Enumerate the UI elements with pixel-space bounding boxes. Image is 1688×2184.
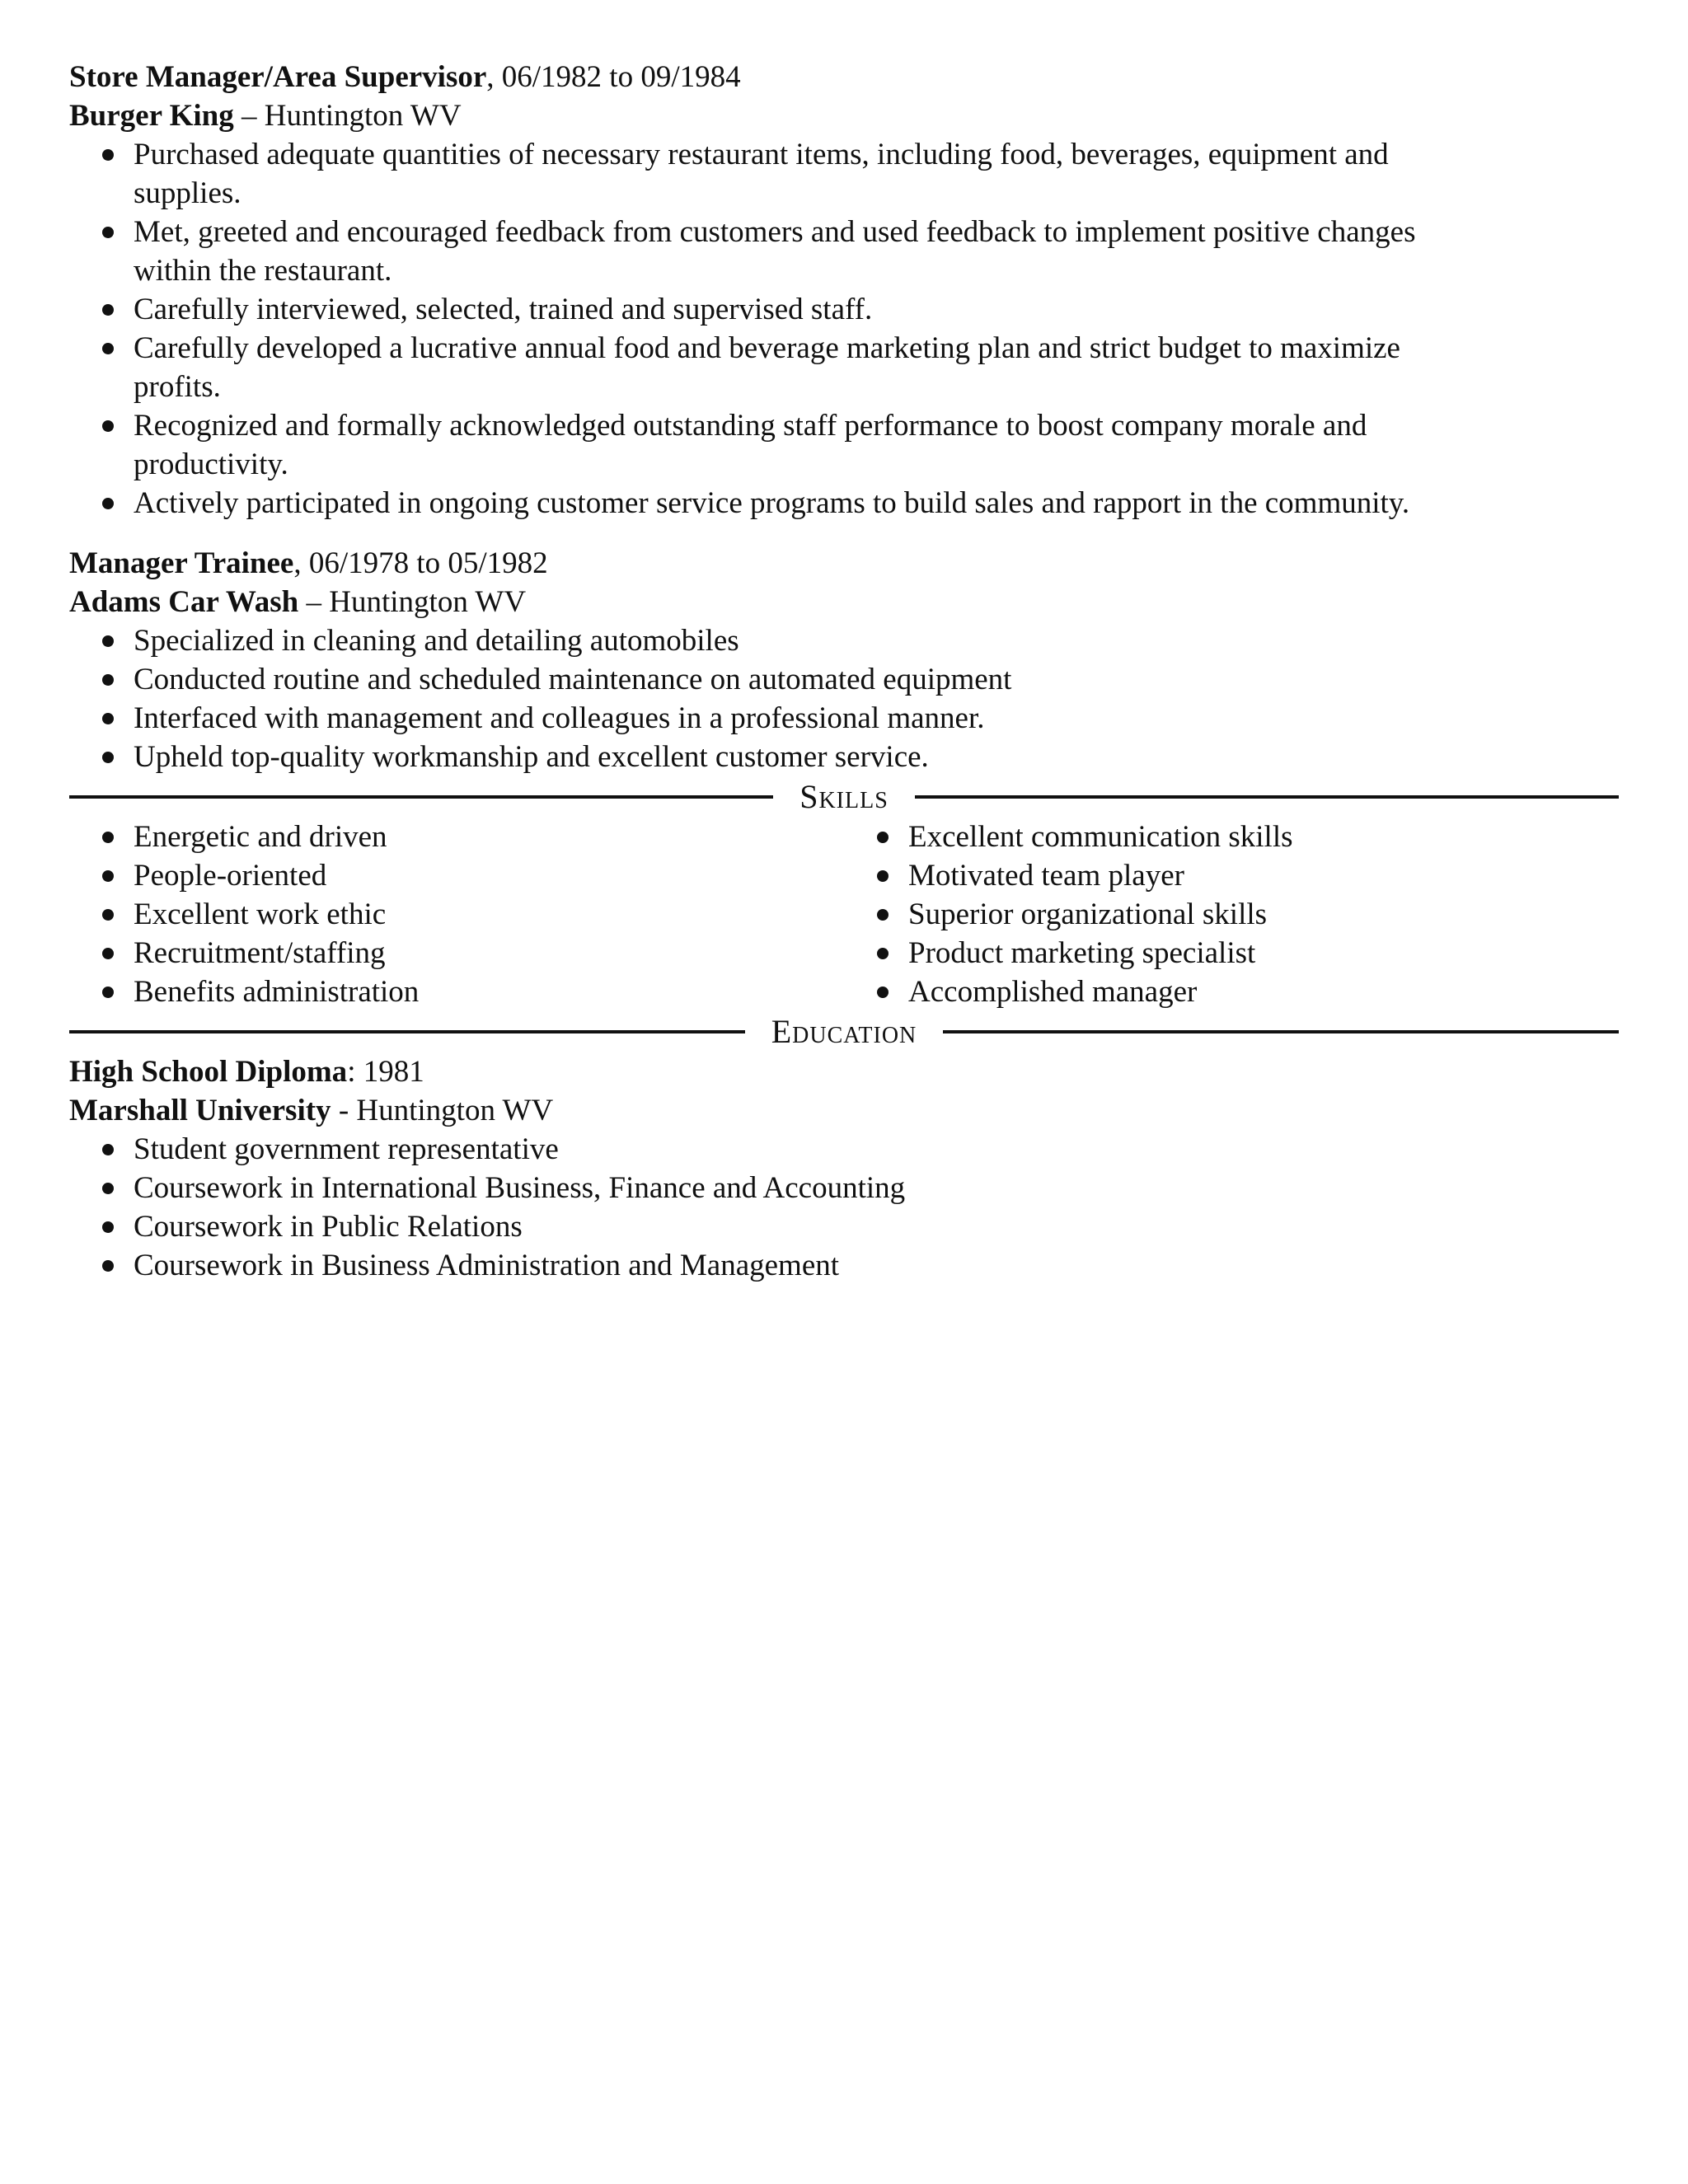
list-item: Upheld top-quality workmanship and excellent customer service. <box>134 738 1619 776</box>
bullet-icon <box>877 832 889 843</box>
bullet-icon <box>877 987 889 998</box>
company-line <box>69 96 1619 135</box>
company-location: – Huntington WV <box>298 585 527 619</box>
bullet-icon <box>102 909 114 921</box>
bullet-icon <box>102 1183 114 1194</box>
list-item: Excellent communication skills <box>908 818 1619 856</box>
skills-columns <box>69 818 1619 1011</box>
list-item: Excellent work ethic <box>134 895 844 934</box>
job-entry-adams-car-wash <box>69 544 1619 776</box>
bullet-icon <box>102 948 114 959</box>
bullet-icon <box>102 713 114 724</box>
section-rule-right <box>915 795 1619 799</box>
bullet-icon <box>877 948 889 959</box>
job-dates: , 06/1978 to 05/1982 <box>293 546 548 580</box>
job-bullet-list <box>69 621 1619 776</box>
list-item-continuation: supplies. <box>134 176 241 210</box>
school-name: Marshall University <box>69 1094 331 1127</box>
list-item: Energetic and driven <box>134 818 844 856</box>
degree-year: : 1981 <box>347 1055 424 1089</box>
list-item: Accomplished manager <box>908 972 1619 1011</box>
list-item: Recognized and formally acknowledged outstanding staff performance to boost company morale and <box>134 406 1619 445</box>
degree-name: High School Diploma <box>69 1055 348 1089</box>
spacer <box>69 523 1619 544</box>
section-rule-left <box>69 795 773 799</box>
skills-column-right <box>844 818 1619 1011</box>
bullet-icon <box>102 343 114 354</box>
list-item: Student government representative <box>134 1130 1619 1169</box>
bullet-icon <box>102 1260 114 1272</box>
list-item: Coursework in International Business, Finance and Accounting <box>134 1169 1619 1207</box>
bullet-icon <box>102 832 114 843</box>
list-item: Motivated team player <box>908 856 1619 895</box>
list-item: Coursework in Public Relations <box>134 1207 1619 1246</box>
bullet-icon <box>102 304 114 316</box>
bullet-icon <box>102 1221 114 1233</box>
list-item: Met, greeted and encouraged feedback from customers and used feedback to implement positive changes <box>134 213 1619 251</box>
list-item-continuation: within the restaurant. <box>134 254 392 288</box>
list-item: Recruitment/staffing <box>134 934 844 972</box>
company-location: – Huntington WV <box>233 99 462 133</box>
company-name: Adams Car Wash <box>69 585 299 619</box>
list-item: People-oriented <box>134 856 844 895</box>
job-title-line <box>69 58 1619 96</box>
list-item: Superior organizational skills <box>908 895 1619 934</box>
resume-page <box>69 58 1619 1285</box>
bullet-icon <box>102 149 114 161</box>
list-item-continuation: profits. <box>134 370 221 404</box>
job-title: Store Manager/Area Supervisor <box>69 60 487 94</box>
school-location: - Huntington WV <box>331 1094 554 1127</box>
list-item: Coursework in Business Administration and Management <box>134 1246 1619 1285</box>
education-section-header <box>69 1011 1619 1052</box>
bullet-icon <box>102 1144 114 1155</box>
skills-section-header <box>69 776 1619 818</box>
bullet-icon <box>102 498 114 509</box>
job-title-line <box>69 544 1619 583</box>
list-item-continuation: productivity. <box>134 448 288 481</box>
education-entry <box>69 1052 1619 1285</box>
education-bullet-list <box>69 1130 1619 1285</box>
job-entry-burger-king <box>69 58 1619 523</box>
skills-list-left <box>69 818 844 1011</box>
list-item: Benefits administration <box>134 972 844 1011</box>
section-rule-left <box>69 1030 745 1033</box>
job-title: Manager Trainee <box>69 546 294 580</box>
list-item: Product marketing specialist <box>908 934 1619 972</box>
skills-list-right <box>844 818 1619 1011</box>
job-bullet-list <box>69 135 1619 523</box>
bullet-icon <box>102 420 114 432</box>
bullet-icon <box>102 870 114 882</box>
bullet-icon <box>102 227 114 238</box>
list-item: Carefully interviewed, selected, trained and supervised staff. <box>134 290 1619 329</box>
company-line <box>69 583 1619 621</box>
skills-column-left <box>69 818 844 1011</box>
list-item: Specialized in cleaning and detailing automobiles <box>134 621 1619 660</box>
section-title: Education <box>771 1013 917 1050</box>
bullet-icon <box>877 909 889 921</box>
degree-line <box>69 1052 1619 1091</box>
list-item: Purchased adequate quantities of necessary restaurant items, including food, beverages, equipment and <box>134 135 1619 174</box>
list-item: Actively participated in ongoing customer service programs to build sales and rapport in the community. <box>134 484 1619 523</box>
bullet-icon <box>877 870 889 882</box>
list-item: Conducted routine and scheduled maintenance on automated equipment <box>134 660 1619 699</box>
list-item: Interfaced with management and colleagues in a professional manner. <box>134 699 1619 738</box>
school-line <box>69 1091 1619 1130</box>
bullet-icon <box>102 635 114 647</box>
bullet-icon <box>102 674 114 686</box>
job-dates: , 06/1982 to 09/1984 <box>486 60 741 94</box>
bullet-icon <box>102 987 114 998</box>
section-title: Skills <box>799 778 889 815</box>
section-rule-right <box>943 1030 1619 1033</box>
company-name: Burger King <box>69 99 234 133</box>
list-item: Carefully developed a lucrative annual food and beverage marketing plan and strict budget to maximize <box>134 329 1619 368</box>
bullet-icon <box>102 752 114 763</box>
